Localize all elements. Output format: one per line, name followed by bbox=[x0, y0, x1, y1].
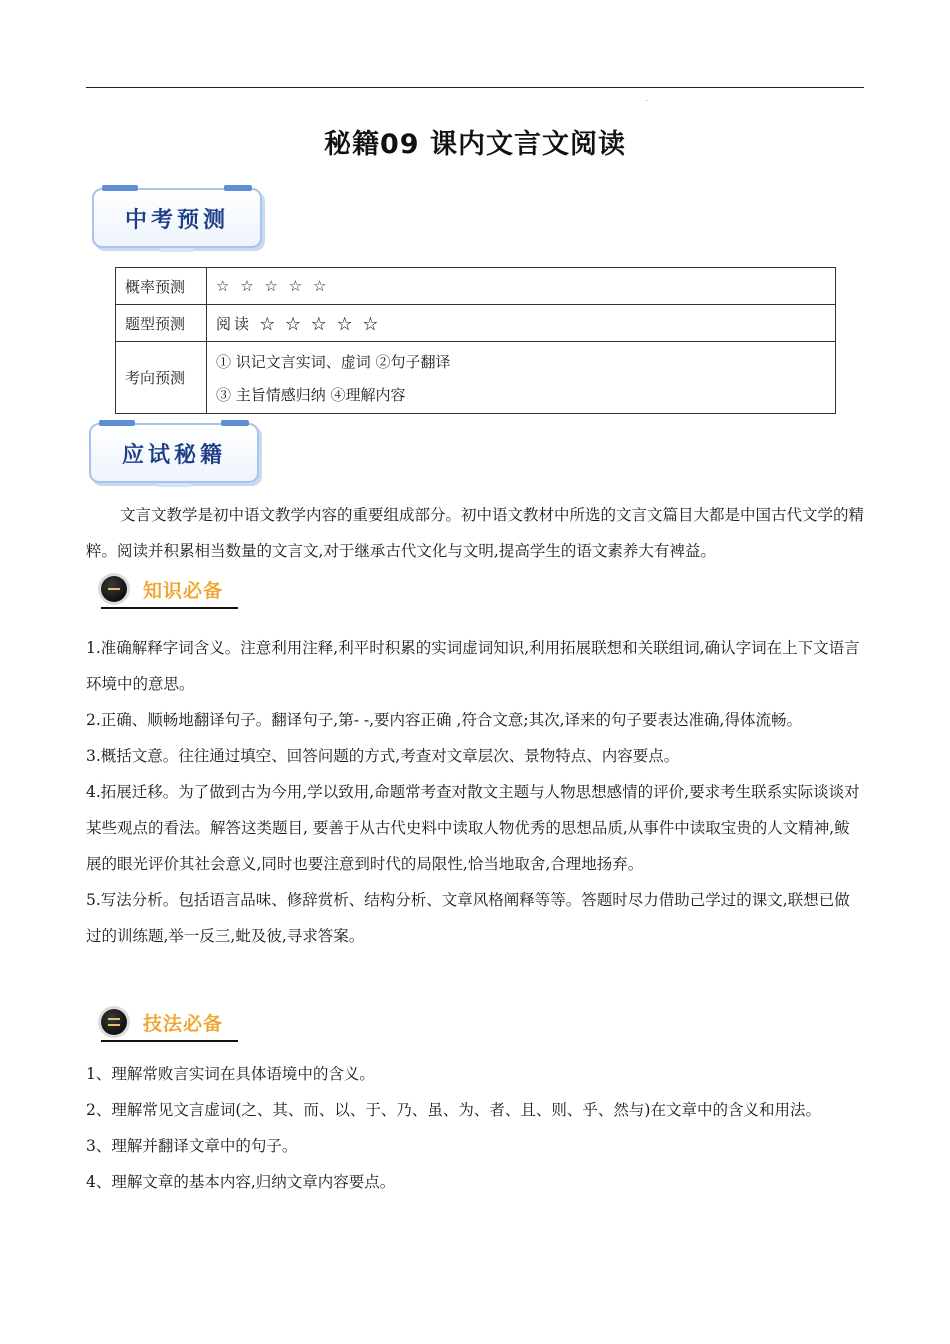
list-item: 3、理解并翻译文章中的句子。 bbox=[86, 1137, 298, 1155]
table-value bbox=[207, 342, 836, 414]
header-dot bbox=[646, 100, 647, 101]
skills-list bbox=[86, 1056, 864, 1200]
table-value: 阅读 ☆ ☆ ☆ ☆ ☆ bbox=[207, 305, 836, 342]
table-row bbox=[116, 305, 836, 342]
section-two-icon bbox=[101, 1009, 127, 1035]
heading-underline bbox=[101, 1040, 238, 1042]
table-row bbox=[116, 268, 836, 305]
intro-paragraph: 文言文教学是初中语文教学内容的重要组成部分。初中语文教材中所选的文言文篇目大都是中国古代文学的精粹。阅读并积累相当数量的文言文,对于继承古代文化与文明,提高学生的语文素养大有裨益。 bbox=[86, 506, 865, 560]
knowledge-list bbox=[86, 630, 864, 954]
skills-heading-label: 技法必备 bbox=[143, 1013, 224, 1035]
table-label: 考向预测 bbox=[116, 342, 207, 414]
skills-heading bbox=[101, 1006, 241, 1042]
header-rule bbox=[86, 87, 864, 88]
tips-banner bbox=[89, 423, 259, 483]
heading-underline bbox=[101, 607, 238, 609]
list-item: 1.准确解释字词含义。注意利用注释,利平时积累的实词虚词知识,利用拓展联想和关联组词,确认字词在上下文语言环境中的意思。 bbox=[86, 639, 860, 693]
table-value: ☆ ☆ ☆ ☆ ☆ bbox=[207, 268, 836, 305]
knowledge-heading-label: 知识必备 bbox=[143, 580, 224, 602]
list-item: 2、理解常见文言虚词(之、其、而、以、于、乃、虽、为、者、且、则、乎、然与)在文章中的含义和用法。 bbox=[86, 1101, 821, 1119]
list-item: 4、理解文章的基本内容,归纳文章内容要点。 bbox=[86, 1173, 396, 1191]
table-value-line: ① 识记文言实词、虚词 ②句子翻译 bbox=[216, 352, 451, 371]
page-title: 秘籍09 课内文言文阅读 bbox=[324, 129, 626, 160]
list-item: 2.正确、顺畅地翻译句子。翻译句子,第- -,要内容正确 ,符合文意;其次,译来的句子要表达准确,得体流畅。 bbox=[86, 711, 802, 729]
table-row bbox=[116, 342, 836, 414]
list-item: 1、理解常败言实词在具体语境中的含义。 bbox=[86, 1065, 375, 1083]
list-item: 4.拓展迁移。为了做到古为今用,学以致用,命题常考查对散文主题与人物思想感情的评价,要求考生联系实际谈谈对某些观点的看法。解答这类题目, 要善于从古代史料中读取人物优秀的思想品质,从事件中读取宝贵的人文精神,鲅展的眼光评价其社会意义,同时也要注意到时代的局限性,恰当地取舍,合理地扬弃。 bbox=[86, 783, 860, 873]
prediction-banner bbox=[92, 188, 262, 248]
table-value-line: ③ 主旨情感归纳 ④理解内容 bbox=[216, 385, 406, 404]
banner-cap-bottom bbox=[160, 248, 193, 252]
table-label: 概率预测 bbox=[116, 268, 207, 305]
section-one-icon bbox=[101, 576, 127, 602]
prediction-table bbox=[115, 267, 836, 414]
knowledge-heading bbox=[101, 573, 241, 609]
prediction-banner-label: 中考预测 bbox=[124, 207, 229, 233]
banner-cap-bottom bbox=[157, 483, 190, 487]
list-item: 3.概括文意。往往通过填空、回答问题的方式,考查对文章层次、景物特点、内容要点。 bbox=[86, 747, 680, 765]
tips-banner-label: 应试秘籍 bbox=[121, 442, 226, 468]
list-item: 5.写法分析。包括语言品味、修辞赏析、结构分析、文章风格阐释等等。答题时尽力借助己学过的课文,联想已做过的训练题,举一反三,蚍及彼,寻求答案。 bbox=[86, 891, 850, 945]
table-label: 题型预测 bbox=[116, 305, 207, 342]
